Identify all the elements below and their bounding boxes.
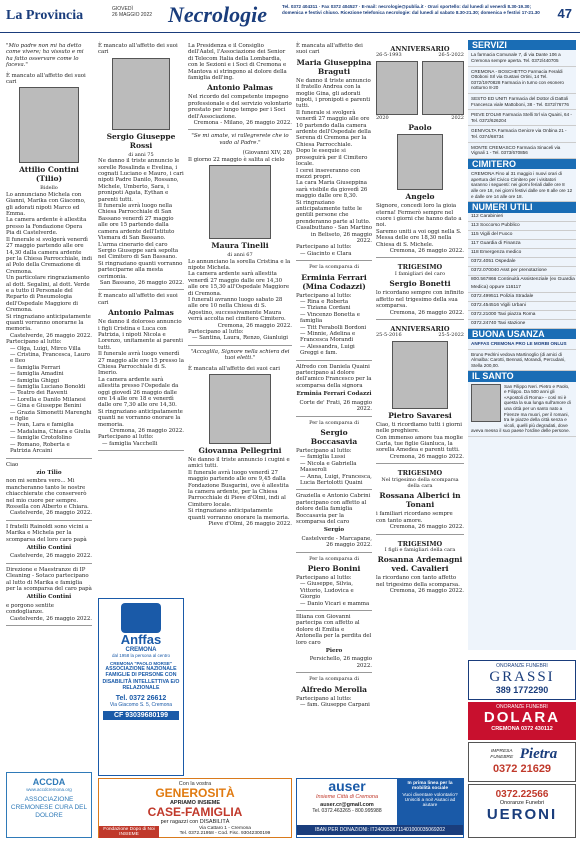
obituary-giovanna-pellegrini: "Accoglila, Signore nella schiera dei tuoi eletti." È mancata all'affetto dei suoi cari Giovanna Pellegrini Ne danno il triste annuncio i cugini e amici tutti. Il funerale avrà luogo venerdì 27 maggio partendo alle ore 9,45 dalla Fondazione Busgarini, ove è allestita la camera ardente, per la Chiesa Parrocchiale di Pieve d'Olmi, indi al Cimitero locale. Si ringraziano anticipatamente quanti vorranno onorare la memoria. Pieve d'Olmi, 26 maggio 2022. [188, 348, 292, 528]
list-item: — Rina e Roberta [300, 299, 349, 305]
notice-alfredo-merolla: Per la scomparsa di Alfredo Merolla Partecipano al lutto: — fam. Giuseppe Carpani [296, 673, 372, 711]
page-header [0, 0, 580, 33]
dolara-ad: ONORANZE FUNEBRI DOLARA CREMONA 0372 430112 [468, 702, 576, 740]
list-item: 0372.4051 Ospedale [468, 258, 576, 267]
newspaper-logo: La Provincia [6, 8, 84, 23]
portrait-photo [209, 374, 271, 444]
notice-aatel: La Presidenza e il Consiglio dell'Aatel, l'Associazione dei Senior di Telecom Italia della Lombardia, con le Sezioni e i Soci di Cremona e Mantova si stringono al dolore della famiglia dell'ing. Antonio Palmas Nel ricordo del competente impegno professionale e del servizio volontario prestato per lungo tempo per i Soci dell'Associazione. Cremona - Milano, 26 maggio 2022. [188, 40, 292, 130]
condolence-list [188, 335, 292, 341]
ueroni-ad: 0372.22566 Onoranze Funebri UERONI [468, 784, 576, 838]
cemetery-heading: CIMITERO [468, 159, 576, 169]
portrait-photo [392, 341, 448, 409]
trigesimo-rosanna-ardemagni: TRIGESIMO I figli e famigliari della cara Rosanna Ardemagni ved. Cavalieri la ricordano con tanto affetto nel trigesimo della scomparsa. Cremona, 26 maggio 2022. [376, 539, 464, 595]
list-item: — Madalaina, Chiara e Giulia [10, 428, 91, 435]
list-item: — Vincenzo Bonetta e famiglia [300, 311, 360, 325]
list-item: — Nicola e Gabriella Masseroli [300, 460, 357, 474]
il-santo-heading: IL SANTO [468, 371, 576, 381]
list-item: — Danio Vicari e mamma [300, 600, 370, 607]
list-item: 0372.499511 Polizia Stradale [468, 293, 576, 302]
column-4 [296, 40, 372, 709]
useful-numbers-list [468, 213, 576, 329]
list-item: — famiglia Amadini [10, 371, 64, 378]
list-item: — Anna, Luigi, Francesca, Lucia Bertolotti Quaini [300, 473, 372, 486]
services-heading: SERVIZI [468, 40, 576, 50]
list-item: 113 Soccorso Pubblico [468, 222, 576, 231]
section-title: Necrologie [168, 2, 267, 27]
portrait-photo [209, 165, 271, 239]
notice-illiana: Illiana con Giovanni partecipa con affetto al dolore di Emilia e Antonella per la perdita del loro caro Piero Persichello, 26 maggio 2022. [296, 611, 372, 673]
list-item: 118 Emergenza medico [468, 249, 576, 258]
list-item: — Santina, Laura, Renzo, Gianluigi [192, 335, 289, 342]
column-3 [188, 40, 292, 570]
notice-fratelli-rainoldi: I fratelli Rainoldi sono vicini a Marika e Michela per la scomparsa del loro caro papà Attilio Contini Castelverde, 26 maggio 2022. [6, 521, 92, 564]
list-item: — Alessandra, Luigi Greggi e fam. [300, 343, 355, 357]
list-item: — Lorella e Danilo Milanesi [10, 396, 86, 403]
list-item: — famiglia Vacchelli [102, 440, 158, 447]
list-item: — famiglia Luciano Bonoldi [10, 384, 86, 391]
obituary-sergio-rossi: È mancato all'affetto dei suoi cari Sergio Giuseppe Rossi di anni 75 Ne danno il triste annuncio le sorelle Rosalinda e Evelina, i cognati Luciano e Mauro, i cari nipoti Padre Danilo, Rossano, Michele, Umberto, Sara, i pronipoti Agata, Eythan e parenti tutti. Il funerale avrà luogo nella Chiesa Parrocchiale di San Bassano venerdì 27 maggio alle ore 15 partendo dalla camera ardente dell'Istituto Vismara di San Bassano. L'arma cinerario del caro Sergio Giuseppe sarà sepolta nel Cimitero di San Bassano. Si ringraziano quanti vorranno parteciparne alla mesta cerimonia. San Bassano, 26 maggio 2022. [98, 40, 184, 290]
saint-image [471, 384, 501, 422]
pietra-ad: IMPRESA FUNEBRE Pietra 0372 21629 [468, 742, 576, 782]
notice-erminia-ferrari: Per la scomparsa di Erminia Ferrari (Mina Codazzi) Partecipano al lutto: — Rina e Roberta — Tiziana Cordani — Vincenzo Bonetta e famiglia — Titt Ferabolli Bordoni — Minnie, Adelina e Francesca Morandi — Alessandra, Luigi Greggi e fam. [296, 261, 372, 360]
obituary-maria-braguti: È mancata all'affetto dei suoi cari Maria Giuseppina Braguti Ne danno il triste annuncio il fratello Andrea con la moglie Gina, gli adorati nipoti, i pronipoti e parenti tutti. Il funerale si svolgerà venerdì 27 maggio alle ore 10 partendo dalla camera ardente dell'Ospedale della Serena di Cremona per la Chiesa Parrocchiale. Dopo le esequie si proseguirà per il Cimitero locale. I cerei inseveranno con mezzi propri. La cara Maria Giuseppina sarà visibile da giovedì 26 maggio dalle ore 8,30. Si ringraziano anticipatamente tutte le gentili persone che prenderanno parte al lutto. Casalbuttano - San Martino in Beliseto, 26 maggio 2022. Partecipano al lutto: — Giacinto e Clara [296, 40, 372, 261]
portrait-photo [376, 61, 418, 115]
condolence-list [296, 581, 372, 607]
list-item: — Romano, Roberta e Patrizia Arcaini [10, 441, 70, 455]
list-item: — Giuseppe, Silvia, Vittorio, Ludovica e Giorgio [300, 581, 354, 601]
portrait-photo [112, 58, 170, 130]
notice-sergio-boccasavia: Per la scomparsa di Sergio Boccasavia Partecipano al lutto: — famiglia Lussi — Nicola e Gabriella Masseroli — Anna, Luigi, Francesca, Lucia Bertolotti Quaini [296, 417, 372, 491]
column-2 [98, 40, 184, 595]
anniversary-paolo-angelo: ANNIVERSARIO 26-5-1993 26-5-2022 2020 2022 Paolo Angelo Signore, concedi loro la gioia eterna! Fermerò sempre nel cuore i giorni che hanno dato a noi. Saremo uniti a voi oggi nella S. Messa delle ore 18,30 nella Chiesa di S. Michele. Cremona, 26 maggio 2022. [376, 40, 464, 258]
auser-ad: auser Insieme Città di Cremona auser.cr@gmail.com Tel. 0372.463265 - 800.995988 In prima linea per la mobilità sociale Vuoi diventare volontario? Unisciti a noi! Aiutaci ad aiutare IBAN PER DONAZIONI: IT24O0538711401000035069202 [296, 778, 464, 838]
anniversary-pietro-savaresi: ANNIVERSARIO 25-5-2016 25-5-2022 Pietro Savaresi Ciao, ti ricordiamo tutti i giorni nelle preghiere. Con immenso amore tua moglie Carla, tue figlie Gianluca, la sorella Amedea e parenti tutti. Cremona, 26 maggio 2022. [376, 320, 464, 464]
obituary-antonio-palmas: È mancato all'affetto dei suoi cari Antonio Palmas Ne danno il doloroso annuncio i figli Cristina e Luca con Patrizia, i nipoti Nicola e Lorenzo, unitamente ai parenti tutti. Il funerale avrà luogo venerdì 27 maggio alle ore 15 presso la Chiesa Parrocchiale di S. Imerio. La camera ardente sarà allestita presso l'Ospedale da oggi giovedì 26 maggio dalle ore 14 alle ore 18 e venerdì dalle ore 7,30 alle ore 14,30. Si ringraziano anticipatamente quanti ne vorranno onorare la memoria. Cremona, 26 maggio 2022. Partecipano al lutto: — famiglia Vacchelli [98, 290, 184, 451]
useful-numbers-heading: NUMERI UTILI [468, 202, 576, 212]
trigesimo-rossana-alberici: TRIGESIMO Nel trigesimo della scomparsa della cara Rossana Alberici in Tonani i familiari ricordano sempre con tanto amore. Cremona, 26 maggio 2022. [376, 464, 464, 534]
condolence-list [6, 346, 92, 455]
list-item: 112 Carabinieri [468, 213, 576, 222]
list-item: — Cristina, Francesca, Lauro e Ileo [10, 352, 91, 365]
trigesimo-sergio-bonetti: TRIGESIMO I famigliari del caro Sergio Bonetti lo ricordano sempre con infinito affetto nel trigesimo della sua scomparsa. Cremona, 26 maggio 2022. [376, 258, 464, 319]
list-item: — famiglia Lussi [300, 454, 346, 461]
list-item: 0372.454516 Vigili Urbani [468, 302, 576, 311]
list-item: — Grazia Simonetti Marenghi e figlie [10, 409, 92, 423]
generosita-ad: Con la vostra GENEROSITÀ APRIAMO INSIEME CASE-FAMIGLIA per ragazzi con DISABILITÀ Fondazione Dopo di Noi INSIEME Via Cattaro 1 - Cremona Tel. 0372.21958 - Cod. Fisc. 93042300199 [98, 778, 292, 838]
portrait-photo [19, 87, 79, 163]
condolence-list [296, 702, 372, 708]
list-item: — Gina e Giuseppe Benini [10, 403, 82, 410]
list-item: 0372.070040 Asst per prenotazione [468, 267, 576, 276]
column-1 [6, 40, 92, 840]
list-item: — famiglia Ferrari [10, 364, 61, 371]
buona-usanza-heading: BUONA USANZA [468, 329, 576, 339]
list-item: — famiglie Crotofolino [10, 435, 72, 442]
page-number: 47 [557, 6, 572, 21]
condolence-list [98, 441, 184, 447]
portrait-photo [397, 134, 443, 190]
header-date: GIOVEDÌ 26 MAGGIO 2022 [112, 6, 153, 18]
grassi-ad: ONORANZE FUNEBRI GRASSI 389 1772290 [468, 660, 576, 700]
list-item: 115 Vigili del Fuoco [468, 231, 576, 240]
list-item: — Minnie, Adelina e Francesca Morandi [300, 331, 356, 344]
obituary-attilio-contini: "Mio padre non mi ha detto come vivere; ha vissuto e mi ha fatto osservare come lo faceva." È mancato all'affetto dei suoi cari Attilio Contini (Tilio) Bidello Lo annunciano Michela con Gianni, Marika con Giacomo, gli adorati nipoti Marco ed Emma. La camera ardente è allestita presso la Fondazione Opera Pia di Castelverde. Il funerale si svolgerà venerdì 27 maggio partendo alle ore 14,30 dalla camera ardente per la Chiesa Parrocchiale, indi al Polo della Cremazione di Cremona. Un particolare ringraziamento al dott. Segalini, al dott. Verde e a tutto il Personale del Reparto di Pneumologia dell'Ospedale Maggiore di Cremona. Si ringraziano anticipatamente quanti vorranno onorarne la memoria. Castelverde, 26 maggio 2022. Partecipano al lutto: — Olga, Luigi, Mirco Villa — Cristina, Francesca, Lauro e Ileo — famiglia Ferrari — famiglia Amadini — famiglia Ghiggi — famiglia Luciano Bonoldi — Teatro dei Raventi — Lorella e Danilo Milanesi — Gina e Giuseppe Benini — Grazia Simonetti Marenghi e figlie — Ivan, Lara e famiglia — Madalaina, Chiara e Giulia — famiglie Crotofolino — Romano, Roberta e Patrizia Arcaini [6, 40, 92, 459]
header-contact-info: Tel. 0372 404311 · Fax 0372 404527 · E-mail: necrologie@publia.it · Orari sportello: dal lunedì al venerdì 8.30-19.30; domenica e festivi chiuso. Ricezione telefonica necrologie: dal lunedì al sabato 8.30-21.30; domenica e festivi 17-21.30 [282, 4, 540, 15]
anffas-ad: Anffas CREMONA dal 1958 la persona al centro CREMONA "PAOLO MORSE" ASSOCIAZIONE NAZIONALE FAMIGLIE DI PERSONE CON DISABILITÀ INTELLETTIVA E/O RELAZIONALE Tel. 0372 26612 Via Giacomo S. 5, Cremona CF 93039680199 [98, 598, 184, 776]
obituary-maura-tinelli: "Se mi amate, vi rallegrerete che io vado al Padre." (Giovanni XIV, 28) Il giorno 22 maggio è salita al cielo Maura Tinelli di anni 67 Lo annunciano la sorella Cristina e la nipote Michela. La camera ardente sarà allestita venerdì 27 maggio dalle ore 14,30 alle ore 15,30 all'Ospedale Maggiore di Cremona. I funerali avranno luogo sabato 28 alle ore 10 nella Chiesa di S. Agostino, successivamente Maura verrà accolta nel cimitero Cimitero. Cremona, 26 maggio 2022. Partecipano al lutto: — Santina, Laura, Renzo, Gianluigi [188, 130, 292, 345]
list-item: — Olga, Luigi, Mirco Villa [10, 345, 81, 352]
list-item: — Titt Ferabolli Bordoni [300, 324, 367, 331]
list-item: — famiglia Ghiggi [10, 377, 60, 384]
services-sidebar: SERVIZI La farmacia Comunale 7, di via Dante 106 a Cremona sempre aperta. Tel. 0372/440705 CREMONA - BOSCHETTO Farmacia Feraldi Ottoboni Srl via Gustavi Ortini, 14 Tel. 0372/1970828 Farmacia in turno con esonero notturno 8-20 SESTO ED UNITI Farmacia del Dottor di Dattoli Francesca viale Mattoboni, 38 - Tel. 0372/76776 PIEVE D'OLMI Farmacia Stelli Srl via Quaini, 64 - Tel. 0372/626204 GENIVOLTA Farmacia Genicre via Onbina 21 - Tel. 0374/68734 MONTE CREMASCO Farmacia Sinaceli via Vignali 1 - Tel. 0373/670856 CIMITERO CREMONA Fino al 31 maggio i nuovi orari di apertura del Civico Cimitero per i visitatori saranno i seguenti: nei giorni feriali dalle ore 8 alle ore 18, nei giorni festivi dalle ore 8 alle ore 12 e dalle ore 14 alle ore 18. NUMERI UTILI 112 Carabinieri 113 Soccorso Pubblico 115 Vigili del Fuoco 117 Guardia di Finanza 118 Emergenza medico 0372.4051 Ospedale 0372.070040 Asst per prenotazione 800.567866 Continuità Assistenziale (ex Guardia Medica) oppure 116117 0372.499511 Polizia Stradale 0372.454516 Vigili Urbani 0372.21000 Taxi piazza Roma 0372.24740 Taxi stazione BUONA USANZA ANFFAS CREMONA PRO LE MORBI ONLUS Bruno Pedrini vedova Martinoglio (di amici di Almalba: Carotti, Bennati, Morandi, Percudani, Stella 200,00. IL SANTO San Filippo Neri. Pietro e Paolo, e Filippo. Da 500 anni gli «Apostoli di Roma» - così mi è questa la sua lunga sull'amore di una città per un santo nato a Firenze ma muori, per il romani, tra le piazze della città senza e vicoli, quelli più degradati, dove aveva messo il suo paese l'ordine delle persone. [468, 40, 576, 650]
list-item: 117 Guardia di Finanza [468, 240, 576, 249]
notice-piero-bonini: Per la scomparsa di Piero Bonini Partecipano al lutto: — Giuseppe, Silvia, Vittorio, Ludovica e Giorgio — Danio Vicari e mamma [296, 553, 372, 611]
list-item: 800.567866 Continuità Assistenziale (ex Guardia Medica) oppure 116117 [468, 276, 576, 293]
portrait-photo [422, 61, 464, 115]
condolence-list [296, 454, 372, 486]
list-item: — Teatro dei Raventi [10, 390, 68, 397]
list-item: — Giacinto e Clara [300, 250, 352, 257]
list-item: — Ivan, Lara e famiglia [10, 422, 74, 429]
accda-ad: ACCDA www.accdcremona.org ASSOCIAZIONE CREMONESE CURA DEL DOLORE [6, 772, 92, 838]
notice-cabrini: Graziella e Antonio Cabrini partecipano con affetto al dolore della famiglia Boccasavia per la scomparsa del caro Sergio Castelverde - Marcapane, 26 maggio 2022. [296, 490, 372, 552]
column-5 [376, 40, 464, 640]
list-item: 0372.21000 Taxi piazza Roma [468, 311, 576, 320]
notice-ip-cleaning: Direzione e Maestranze di IP Cleaning - Sotaco partecipano al lutto di Marika e famiglia per la scomparsa del caro papà Attilio Contini e porgono sentite condoglianze. Castelverde, 26 maggio 2022. [6, 564, 92, 626]
notice-quaini: Alfredo con Daniela Quaini partecipano al dolore dell'amico Francesco per la scomparsa della signora Erminia Ferrari Codazzi Corte de' Frati, 26 maggio 2022. [296, 361, 372, 417]
anffas-logo-icon [121, 603, 161, 633]
list-item: 0372.24740 Taxi stazione [468, 320, 576, 329]
condolence-list [296, 299, 372, 357]
list-item: — Tiziana Cordani [300, 305, 351, 312]
list-item: — fam. Giuseppe Carpani [300, 702, 370, 709]
notice-zio-tilio: Ciao zio Tilio non mi sembra vero... Mi mancheranno tanto le nostre chiacchierate che conserverò nel mio cuore per sempre. Rossella con Alberto e Chiara. Castelverde, 26 maggio 2022. [6, 459, 92, 521]
condolence-list [296, 251, 372, 257]
